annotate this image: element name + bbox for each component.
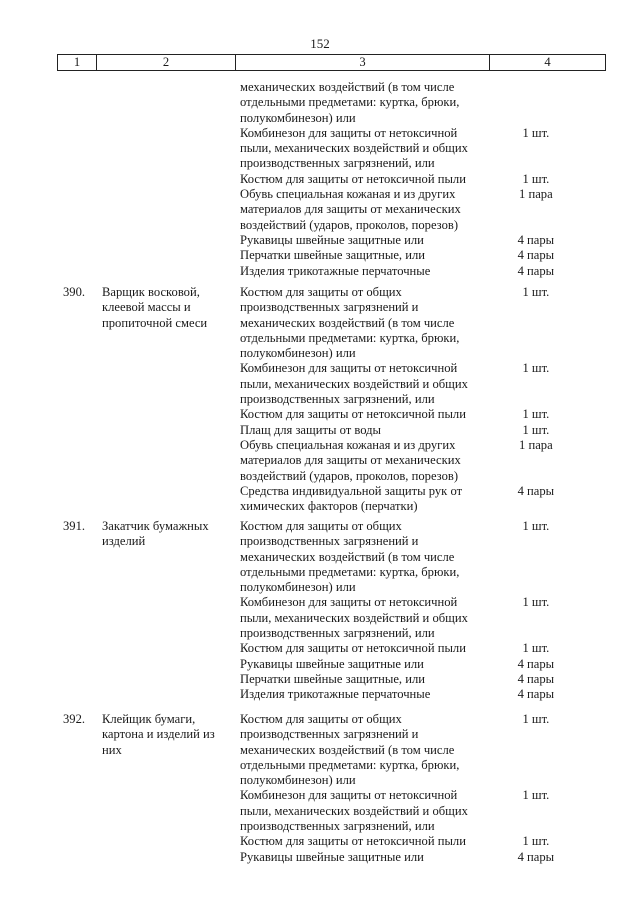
ppe-item-quantity: 4 пары [517,248,555,263]
profession-name-line: картона и изделий из [102,727,215,742]
ppe-item-description [240,657,486,672]
profession-name-line: изделий [102,534,146,549]
ppe-item-line: пыли, механических воздействий и общих [240,803,468,818]
ppe-item [240,712,570,788]
ppe-item [240,850,570,865]
ppe-item-line: Костюм для защиты от общих [240,285,402,299]
profession-name-line: них [102,742,122,757]
ppe-item-description [240,438,486,484]
ppe-item-quantity: 4 пары [517,687,555,702]
ppe-item-line: производственных загрязнений, или [240,819,435,834]
ppe-item-line: отдельными предметами: куртка, брюки, [240,330,460,345]
profession-name-line: Варщик восковой, [102,285,200,299]
ppe-item-line: воздействий (ударов, проколов, порезов) [240,217,459,232]
ppe-item [240,187,570,233]
profession-name-line: Закатчик бумажных [102,519,209,533]
page-number: 152 [310,36,330,51]
ppe-item-line: отдельными предметами: куртка, брюки, [240,757,460,772]
ppe-item-line: материалов для защиты от механических [240,453,461,468]
header-cell-4: 4 [489,55,606,70]
profession-name [102,519,228,550]
ppe-item-line: Изделия трикотажные перчаточные [240,687,431,702]
ppe-item-line: Плащ для защиты от воды [240,422,382,437]
ppe-item-line: производственных загрязнений и [240,727,419,742]
ppe-item-description [240,285,486,361]
ppe-item-description [240,672,486,687]
ppe-item-description [240,407,486,422]
ppe-item-line: полукомбинезон) или [240,110,356,125]
table-header-row [57,54,606,71]
ppe-item-quantity: 1 пара [519,187,553,202]
ppe-item-description [240,788,486,834]
ppe-item-quantity: 1 шт. [522,361,550,376]
ppe-item [240,407,570,422]
ppe-item-line: производственных загрязнений и [240,534,419,549]
header-cell-1: 1 [57,55,96,70]
ppe-item [240,172,570,187]
header-cell-2: 2 [96,55,235,70]
ppe-item-line: Костюм для защиты от нетоксичной пыли [240,834,466,849]
ppe-item-description [240,172,486,187]
ppe-item-quantity: 1 шт. [522,422,550,437]
ppe-item-quantity: 1 шт. [522,125,550,140]
ppe-item [240,788,570,834]
ppe-item-line: пыли, механических воздействий и общих [240,376,468,391]
ppe-item [240,423,570,438]
row-number: 392. [63,712,86,726]
ppe-item [240,641,570,656]
ppe-item-line: Комбинезон для защиты от нетоксичной [240,595,458,610]
ppe-items [240,519,570,703]
ppe-item [240,438,570,484]
ppe-item [240,248,570,263]
ppe-item-description [240,519,486,595]
ppe-item [240,264,570,279]
ppe-item-line: воздействий (ударов, проколов, порезов) [240,468,459,483]
ppe-item [240,595,570,641]
profession-name [102,712,228,758]
ppe-item-line: Костюм для защиты от общих [240,519,402,533]
ppe-item [240,484,570,515]
ppe-item [240,233,570,248]
ppe-items [240,285,570,514]
row-number: 390. [63,285,86,299]
ppe-item-line: Перчатки швейные защитные, или [240,248,425,263]
ppe-item-line: Костюм для защиты от нетоксичной пыли [240,407,466,422]
ppe-item-description [240,423,486,438]
profession-name-line: Клейщик бумаги, [102,712,196,726]
ppe-item-line: Обувь специальная кожаная и из других [240,437,456,452]
profession-name-line: клеевой массы и [102,300,191,315]
ppe-item-line: производственных загрязнений, или [240,156,435,171]
ppe-item-description [240,687,486,702]
ppe-item-description [240,264,486,279]
ppe-item-line: Перчатки швейные защитные, или [240,671,425,686]
ppe-item-description [240,233,486,248]
ppe-item-description [240,248,486,263]
ppe-item [240,672,570,687]
ppe-item-quantity: 1 шт. [522,171,550,186]
ppe-item-quantity: 1 шт. [522,712,550,726]
ppe-item-line: Костюм для защиты от нетоксичной пыли [240,171,466,186]
ppe-item-line: химических факторов (перчатки) [240,499,418,514]
profession-name-line: пропиточной смеси [102,315,208,330]
header-cell-3: 3 [235,55,489,70]
ppe-item-quantity: 1 шт. [522,285,550,299]
ppe-item [240,687,570,702]
ppe-item-line: Костюм для защиты от общих [240,712,402,726]
ppe-item-line: производственных загрязнений, или [240,392,435,407]
ppe-item-description [240,641,486,656]
row-number: 391. [63,519,86,533]
ppe-item-description [240,712,486,788]
ppe-item-line: Рукавицы швейные защитные или [240,849,424,864]
ppe-item-quantity: 4 пары [517,849,555,864]
ppe-item-line: отдельными предметами: куртка, брюки, [240,95,460,110]
ppe-item-quantity: 1 шт. [522,519,550,533]
ppe-item-line: полукомбинезон) или [240,580,356,595]
ppe-item-description [240,187,486,233]
ppe-item-line: механических воздействий (в том числе [240,549,455,564]
ppe-item-line: механических воздействий (в том числе [240,315,455,330]
ppe-item-quantity: 1 шт. [522,641,550,656]
ppe-item-quantity: 4 пары [517,671,555,686]
ppe-item-line: Рукавицы швейные защитные или [240,656,424,671]
ppe-item-line: Комбинезон для защиты от нетоксичной [240,125,458,140]
ppe-item-line: производственных загрязнений, или [240,626,435,641]
ppe-item-line: пыли, механических воздействий и общих [240,141,468,156]
ppe-item-line: Костюм для защиты от нетоксичной пыли [240,641,466,656]
ppe-item-line: полукомбинезон) или [240,773,356,788]
ppe-item-quantity: 4 пары [517,483,555,498]
ppe-item-line: пыли, механических воздействий и общих [240,610,468,625]
ppe-item-description [240,595,486,641]
ppe-item-description [240,484,486,515]
ppe-item-quantity: 1 шт. [522,788,550,803]
ppe-item [240,657,570,672]
ppe-item-line: Средства индивидуальной защиты рук от [240,483,463,498]
ppe-item-line: Комбинезон для защиты от нетоксичной [240,361,458,376]
ppe-item-description [240,834,486,849]
ppe-item-quantity: 1 шт. [522,595,550,610]
ppe-item-line: материалов для защиты от механических [240,202,461,217]
ppe-items [240,712,570,865]
ppe-item-quantity: 4 пары [517,263,555,278]
ppe-item-description [240,126,486,172]
ppe-item-quantity: 1 шт. [522,834,550,849]
ppe-item [240,834,570,849]
ppe-item-line: Комбинезон для защиты от нетоксичной [240,788,458,803]
ppe-item-line: механических воздействий (в том числе [240,80,455,94]
ppe-item [240,519,570,595]
ppe-item-line: отдельными предметами: куртка, брюки, [240,564,460,579]
ppe-item-quantity: 4 пары [517,232,555,247]
ppe-item-line: полукомбинезон) или [240,346,356,361]
ppe-item [240,361,570,407]
ppe-item [240,285,570,361]
ppe-item-line: механических воздействий (в том числе [240,742,455,757]
ppe-item-line: Изделия трикотажные перчаточные [240,263,431,278]
continuation-items [240,80,570,279]
ppe-item-description [240,80,486,126]
ppe-item-quantity: 4 пары [517,656,555,671]
ppe-item-description [240,361,486,407]
ppe-item-quantity: 1 пара [519,437,553,452]
profession-name [102,285,228,331]
ppe-item-line: производственных загрязнений и [240,300,419,315]
ppe-item-description [240,850,486,865]
ppe-item [240,126,570,172]
ppe-item-line: Обувь специальная кожаная и из других [240,187,456,202]
ppe-item-quantity: 1 шт. [522,407,550,422]
ppe-item [240,80,570,126]
ppe-item-line: Рукавицы швейные защитные или [240,232,424,247]
